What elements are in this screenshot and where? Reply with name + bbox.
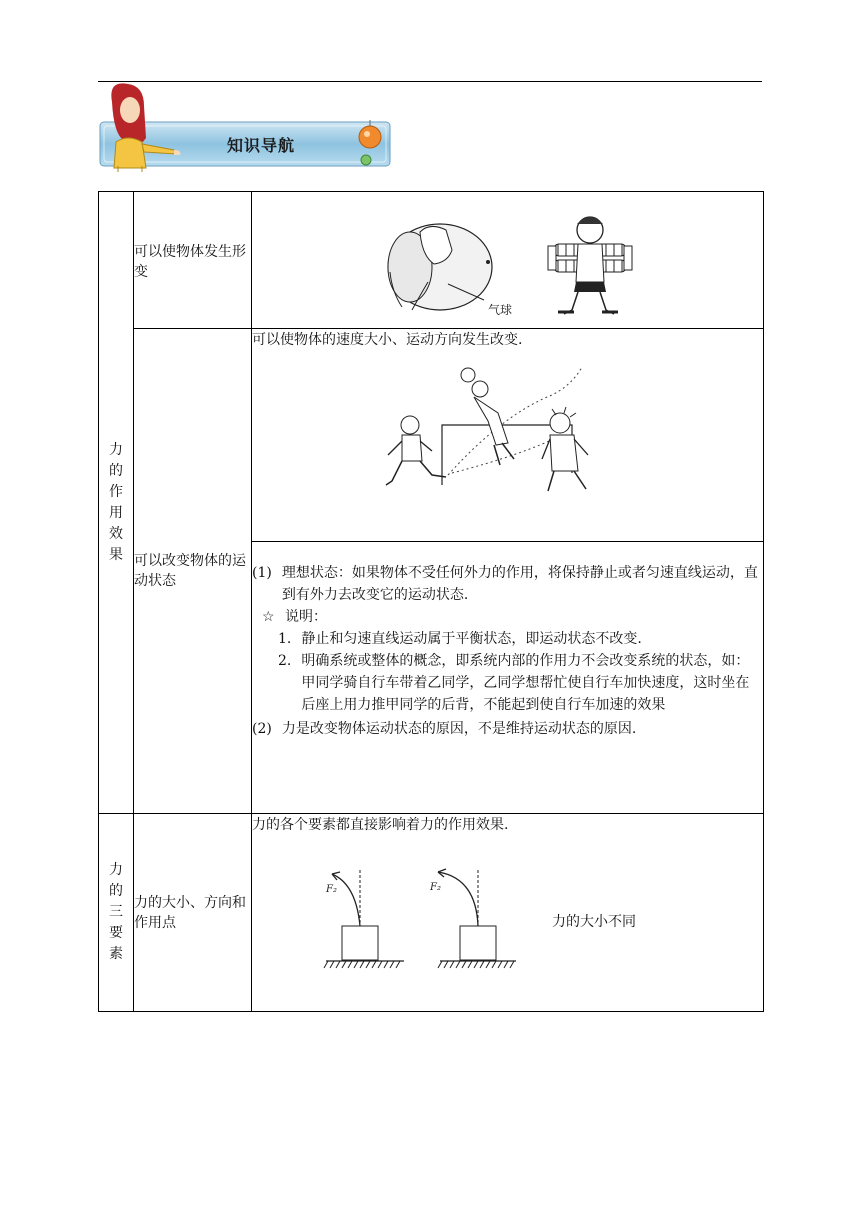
header-char: 果 [109,546,123,563]
label-deform [134,192,252,329]
motion-explanation-cell [252,542,764,814]
elements-cell [252,814,764,1012]
motion-description: 可以使物体的速度大小、运动方向发生改变. [252,332,523,348]
point-2-text: 力是改变物体运动状态的原因，不是维持运动状态的原因. [281,721,637,737]
header-char: 效 [109,525,123,542]
header-char: 用 [109,504,123,521]
header-char: 素 [109,946,123,962]
knowledge-table [98,191,764,1012]
force-caption: 力的大小不同 [552,914,636,930]
deform-illustration-cell [252,192,764,329]
header-char: 三 [109,904,123,920]
note-heading [252,606,763,628]
label-elements [134,814,252,1012]
row-motion-picture [99,329,764,542]
elements-description: 力的各个要素都直接影响着力的作用效果. [252,817,509,833]
header-char: 要 [109,925,123,941]
note-1-num: 1. [278,631,292,647]
row-deform [99,192,764,329]
balloon-label: 气球 [488,303,513,317]
force-diagram [252,844,746,974]
label-motion-text: 可以改变物体的运动状态 [134,553,246,589]
motion-picture-cell [252,329,764,542]
section-header-effect [99,192,134,814]
point-2-num: (2) [252,721,272,737]
section-header-elements [99,814,134,1012]
header-char: 的 [109,883,123,899]
point-1-num: (1) [252,565,272,581]
label-motion [134,329,252,814]
point-1-text: 理想状态：如果物体不受任何外力的作用，将保持静止或者匀速直线运动，直到有外力去改变它的运动状态. [281,565,758,603]
note-2 [252,650,763,716]
soccer-illustration [252,355,746,505]
header-char: 作 [109,483,123,500]
point-1 [252,562,763,606]
note-2-num: 2. [278,653,292,669]
header-char: 力 [109,862,123,878]
label-deform-text: 可以使物体发生形变 [134,244,246,280]
note-label: 说明： [285,609,328,625]
banner-title: 知识导航 [227,136,296,155]
force-label-1: F₂ [326,884,337,895]
point-2 [252,718,763,740]
note-2-text: 明确系统或整体的概念，即系统内部的作用力不会改变系统的状态，如：甲同学骑自行车带着乙同学，乙同学想帮忙使自行车加快速度，这时坐在后座上用力推甲同学的后背，不能起到使自行车加速的效果 [301,653,750,713]
row-elements [99,814,764,1012]
knowledge-nav-banner [98,80,398,172]
note-1-text: 静止和匀速直线运动属于平衡状态，即运动状态不改变. [301,631,642,647]
label-elements-text: 力的大小、方向和作用点 [134,894,246,931]
star-icon: ☆ [262,609,275,625]
header-char: 的 [109,462,123,479]
note-1 [252,628,763,650]
header-char: 力 [109,441,123,458]
balloon-hand-illustration [252,192,764,327]
force-label-2: F₂ [430,882,441,893]
